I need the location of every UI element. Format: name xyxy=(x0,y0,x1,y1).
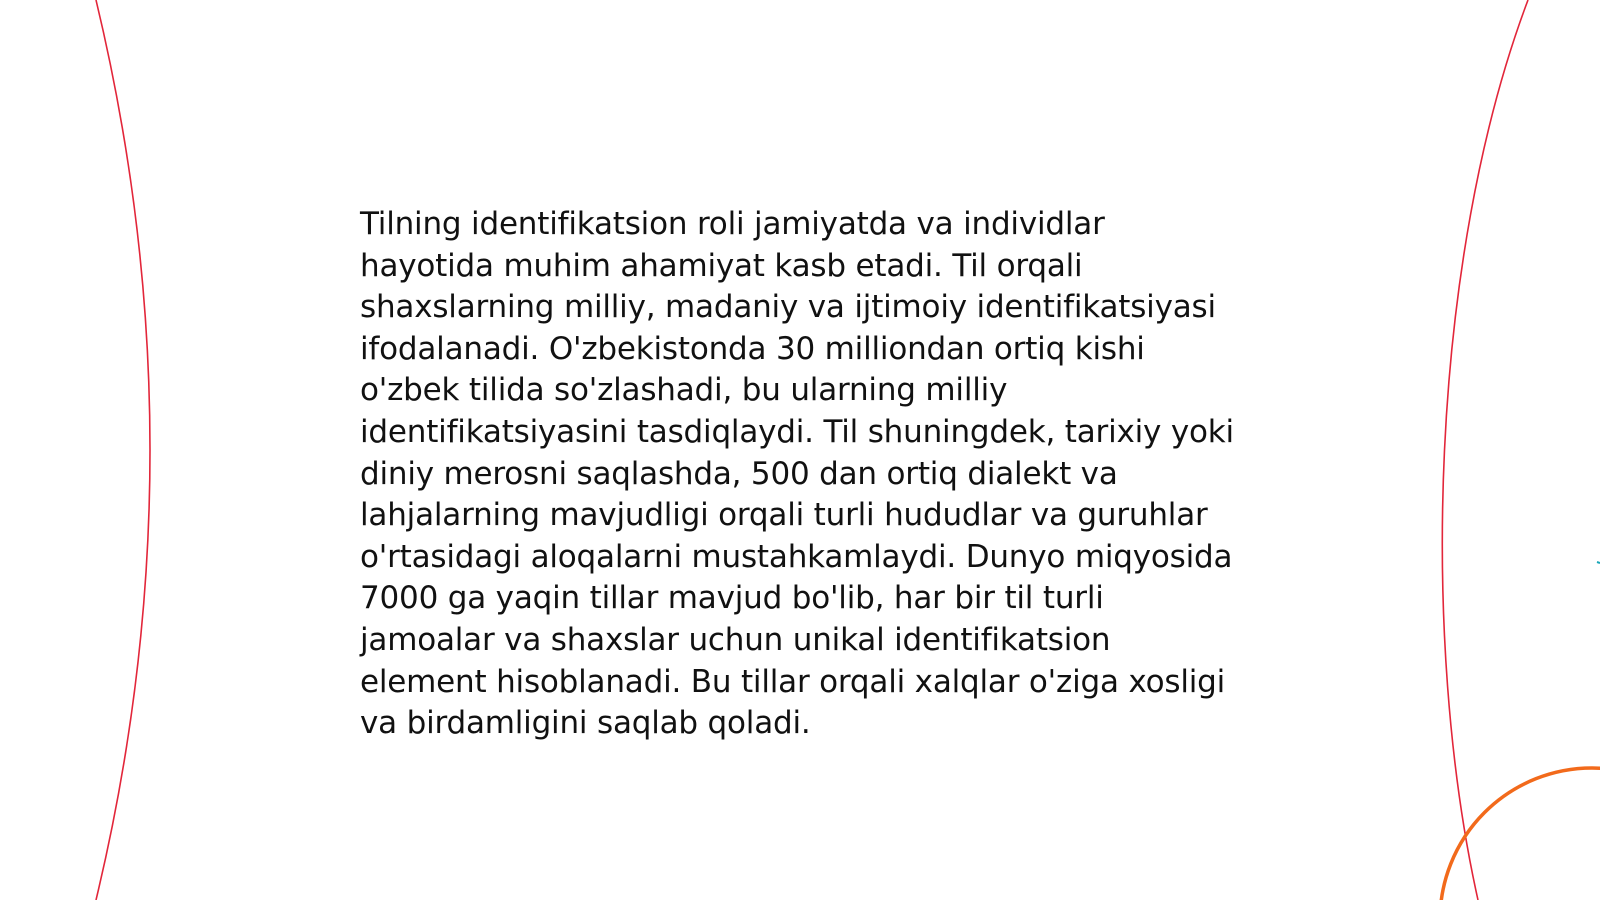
left-curve-line xyxy=(96,0,150,900)
right-curve-line xyxy=(1442,0,1528,900)
orange-accent-circle xyxy=(1440,768,1600,900)
body-paragraph: Tilning identifikatsion roli jamiyatda va individlar hayotida muhim ahamiyat kasb etadi. Til orqali shaxslarning milliy, madaniy va ijtimoiy identifikatsiyasi ifodalanadi. O'zbekistonda 30 milliondan ortiq kishi o'zbek tilida so'zlashadi, bu ularning milliy identifikatsiyasini tasdiqlaydi. Til shuningdek, tarixiy yoki diniy merosni saqlashda, 500 dan ortiq dialekt va lahjalarning mavjudligi orqali turli hududlar va guruhlar o'rtasidagi aloqalarni mustahkamlaydi. Dunyo miqyosida 7000 ga yaqin tillar mavjud bo'lib, har bir til turli jamoalar va shaxslar uchun unikal identifikatsion element hisoblanadi. Bu tillar orqali xalqlar o'ziga xosligi va birdamligini saqlab qoladi. xyxy=(360,206,1234,742)
